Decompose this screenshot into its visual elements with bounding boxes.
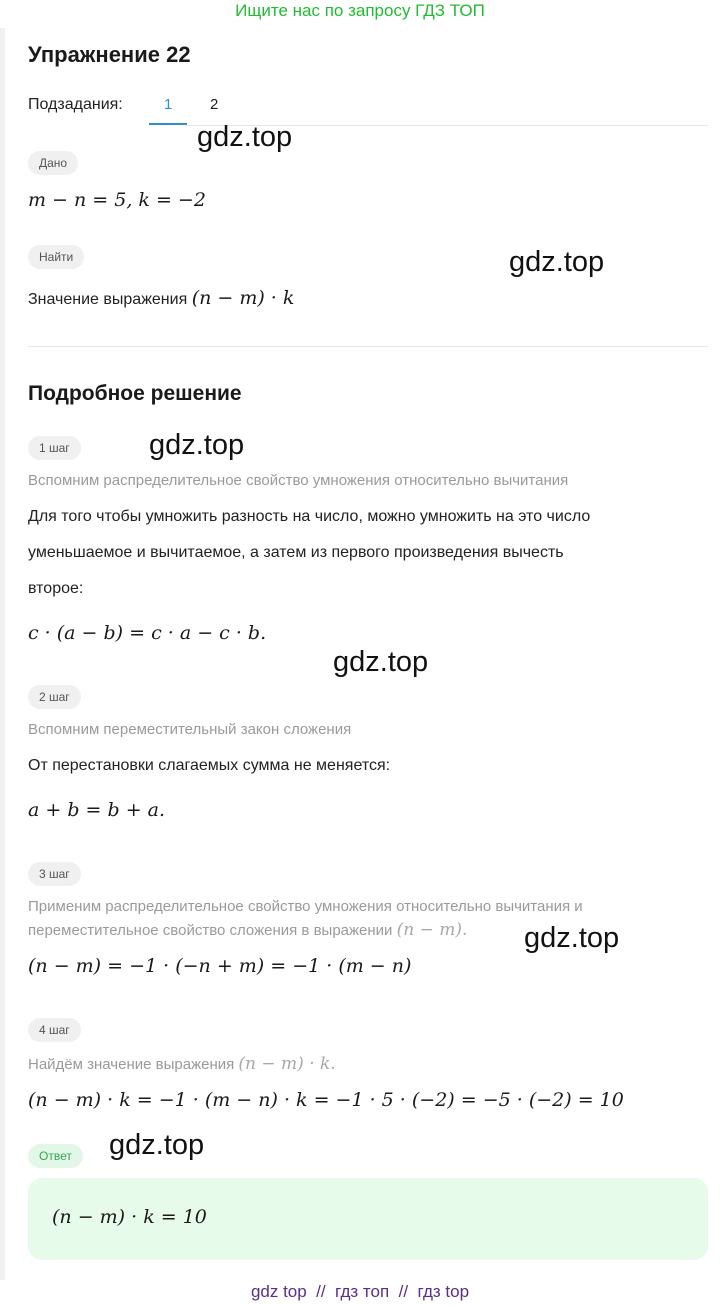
step-3-hint-text: переместительное свойство сложения в выражении xyxy=(28,922,393,939)
step-2-text-line: От перестановки слагаемых сумма не меняется: xyxy=(28,757,391,774)
footer-text[interactable]: gdz top // гдз топ // гдз top xyxy=(250,1282,470,1301)
find-text xyxy=(28,287,294,309)
step-4-hint-text: Найдём значение выражения xyxy=(28,1056,235,1073)
step-2-formula: a + b = b + a. xyxy=(28,799,166,821)
find-formula: (n − m) · k xyxy=(191,287,295,309)
step-3-badge: 3 шаг xyxy=(28,862,81,886)
step-3-hint-line xyxy=(28,920,467,940)
answer-formula: (n − m) · k = 10 xyxy=(52,1206,207,1228)
solution-title: Подробное решение xyxy=(28,382,242,405)
watermark: gdz.top xyxy=(333,646,429,678)
step-1-badge: 1 шаг xyxy=(28,436,81,460)
watermark: gdz.top xyxy=(197,121,293,153)
step-4-hint xyxy=(28,1054,336,1074)
step-1-text-line: уменьшаемое и вычитаемое, а затем из первого произведения вычесть xyxy=(28,544,564,561)
step-4-badge: 4 шаг xyxy=(28,1018,81,1042)
active-tab-indicator xyxy=(149,123,187,125)
step-4-formula: (n − m) · k = −1 · (m − n) · k = −1 · 5 · (−2) = −5 · (−2) = 10 xyxy=(28,1089,624,1111)
find-label: Значение выражения xyxy=(28,291,188,308)
step-1-text-line: второе: xyxy=(28,580,84,597)
given-badge: Дано xyxy=(28,151,78,175)
step-3-formula: (n − m) = −1 · (−n + m) = −1 · (m − n) xyxy=(28,955,412,977)
watermark: gdz.top xyxy=(509,246,605,278)
step-3-hint-formula: (n − m). xyxy=(396,920,468,940)
left-border xyxy=(0,28,5,1280)
answer-badge: Ответ xyxy=(28,1144,83,1168)
watermark: gdz.top xyxy=(524,922,620,954)
step-2-hint: Вспомним переместительный закон сложения xyxy=(28,721,352,738)
step-4-hint-formula: (n − m) · k. xyxy=(238,1054,336,1074)
watermark: gdz.top xyxy=(149,429,245,461)
subtask-tab-2[interactable]: 2 xyxy=(210,96,219,113)
find-badge: Найти xyxy=(28,245,84,269)
footer-links xyxy=(0,1282,720,1302)
subtask-tab-1[interactable]: 1 xyxy=(164,96,173,113)
given-formula: m − n = 5, k = −2 xyxy=(28,189,206,211)
exercise-title: Упражнение 22 xyxy=(28,42,191,67)
subtasks-label: Подзадания: xyxy=(28,96,123,113)
step-1-hint: Вспомним распределительное свойство умножения относительно вычитания xyxy=(28,472,569,489)
watermark: gdz.top xyxy=(109,1129,205,1161)
step-2-badge: 2 шаг xyxy=(28,685,81,709)
search-banner: Ищите нас по запросу ГДЗ ТОП xyxy=(235,1,485,20)
step-1-text-line: Для того чтобы умножить разность на число, можно умножить на это число xyxy=(28,508,591,525)
section-divider xyxy=(28,346,708,347)
step-1-formula: c · (a − b) = c · a − c · b. xyxy=(28,622,267,644)
step-3-hint-line: Применим распределительное свойство умножения относительно вычитания и xyxy=(28,898,583,915)
